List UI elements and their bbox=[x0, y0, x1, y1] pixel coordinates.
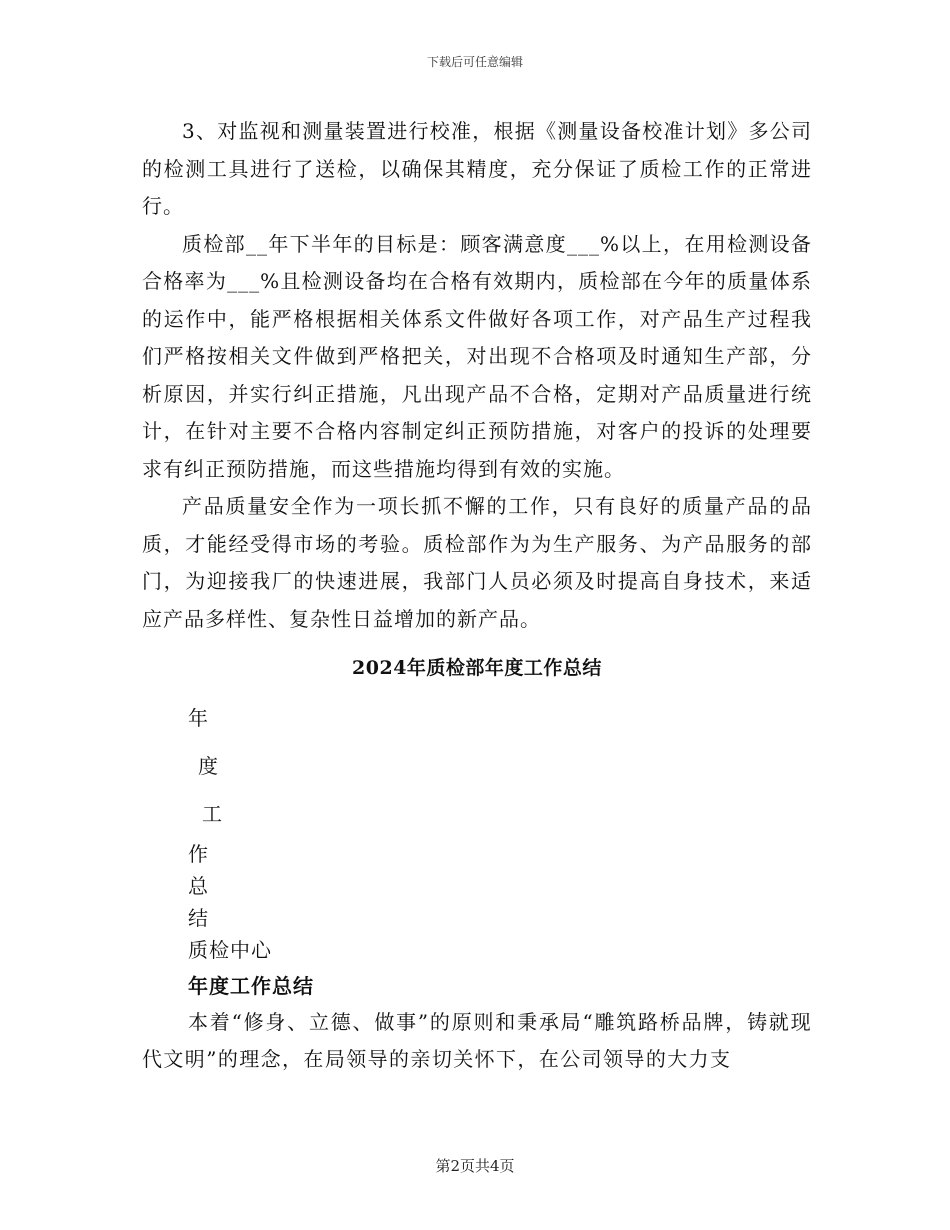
cover-char-zong: 总 bbox=[188, 874, 208, 898]
paragraph-goals: 质检部__年下半年的目标是：顾客满意度___%以上，在用检测设备合格率为___%且检测设备均在合格有效期内，质检部在今年的质量体系的运作中，能严格根据相关体系文件做好各项工作，对产品生产过程我们严格按相关文件做到严格把关，对出现不合格项及时通知生产部，分析原因，并实行纠正措施，凡出现产品不合格，定期对产品质量进行统计，在针对主要不合格内容制定纠正预防措施，对客户的投诉的处理要求有纠正预防措施，而这些措施均得到有效的实施。 bbox=[142, 231, 812, 481]
cover-vertical-text bbox=[142, 694, 812, 966]
cover-char-gong: 工 bbox=[202, 802, 222, 826]
cover-char-nian: 年 bbox=[188, 706, 208, 730]
cover-char-zuo: 作 bbox=[188, 842, 208, 866]
subheading: 年度工作总结 bbox=[188, 974, 314, 998]
cover-char-jie: 结 bbox=[188, 906, 208, 930]
page-number: 第2页共4页 bbox=[435, 1157, 515, 1175]
section-title: 2024年质检部年度工作总结 bbox=[352, 657, 602, 679]
paragraph-calibration: 3、对监视和测量装置进行校准，根据《测量设备校准计划》多公司的检测工具进行了送检，以确保其精度，充分保证了质检工作的正常进行。 bbox=[142, 119, 812, 218]
cover-org: 质检中心 bbox=[188, 938, 272, 962]
document-body bbox=[142, 113, 812, 1078]
cover-char-du: 度 bbox=[198, 754, 218, 778]
paragraph-intro: 本着“修身、立德、做事”的原则和秉承局“雕筑路桥品牌，铸就现代文明”的理念，在局领导的亲切关怀下，在公司领导的大力支 bbox=[142, 1010, 812, 1071]
paragraph-quality-safety: 产品质量安全作为一项长抓不懈的工作，只有良好的质量产品的品质，才能经受得市场的考验。质检部作为为生产服务、为产品服务的部门，为迎接我厂的快速进展，我部门人员必须及时提高自身技术，来适应产品多样性、复杂性日益增加的新产品。 bbox=[142, 494, 812, 631]
header-note: 下载后可任意编辑 bbox=[426, 55, 523, 69]
